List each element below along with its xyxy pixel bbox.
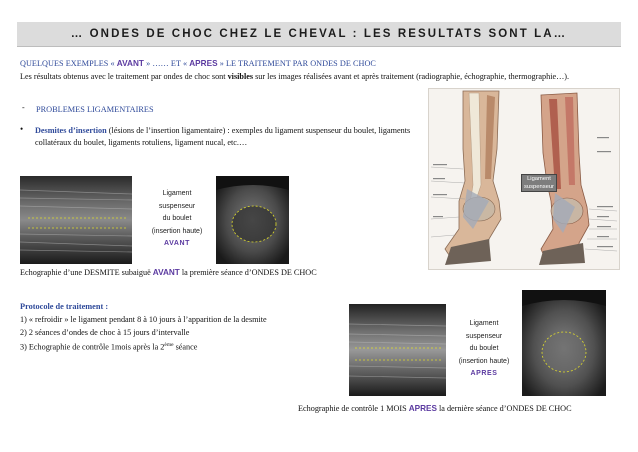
bullet-item: [35, 125, 425, 149]
intro-text-bold: visibles: [227, 72, 254, 81]
bullet-dot: •: [20, 124, 24, 134]
before-caption: [20, 268, 317, 277]
ultrasound-after-long-render: [349, 304, 446, 396]
ultrasound-before-longitudinal: [20, 176, 132, 264]
intro-paragraph: [20, 71, 618, 83]
before-label-line-4: (insertion haute): [151, 227, 203, 235]
protocol-step-1: 1) « refroidir » le ligament pendant 8 à 10 jours à l’apparition de la desmite: [20, 315, 267, 324]
after-caption-pre: Echographie de contrôle 1 MOIS: [298, 404, 409, 413]
after-label-line-1: Ligament: [469, 320, 499, 327]
anatomy-illustration: [428, 88, 620, 270]
after-caption-tag: APRES: [408, 404, 437, 413]
before-label-line-2: suspenseur: [158, 202, 196, 210]
after-tag: APRES: [470, 370, 498, 377]
examples-heading-mid: » …… ET «: [143, 59, 190, 68]
ultrasound-after-longitudinal: [349, 304, 446, 396]
protocol-step-2: 2) 2 séances d’ondes de choc à 15 jours d’intervalle: [20, 327, 190, 337]
before-tag: AVANT: [163, 240, 191, 247]
title-banner: [17, 22, 621, 47]
ultrasound-before-trans-render: [216, 176, 289, 264]
before-label-line-1: Ligament: [162, 190, 192, 197]
protocol-step-3-post: séance: [173, 342, 198, 352]
protocol-step-3: [20, 339, 267, 354]
ultrasound-after-trans-render: [522, 290, 606, 396]
after-label-line-2: suspenseur: [465, 332, 503, 340]
examples-heading-pre: QUELQUES EXEMPLES «: [20, 59, 117, 68]
examples-apres-tag: APRES: [189, 59, 218, 68]
after-label-line-3: du boulet: [469, 345, 499, 352]
before-caption-post: la première séance d’ONDES DE CHOC: [179, 268, 317, 277]
after-caption: [298, 404, 572, 413]
protocol-title: Protocole de traitement :: [20, 302, 109, 311]
bullet-text: (lésions de l’insertion ligamentaire) : exemples du ligament suspenseur du boulet, ligaments collatéraux du boulet, ligaments rotuliens, ligament nucal, etc.…: [35, 126, 411, 147]
bullet-term: Desmites d’insertion: [35, 126, 107, 135]
intro-text-pre: Les résultats obtenus avec le traitement par ondes de choc sont: [20, 72, 228, 81]
before-label-block: [136, 188, 218, 251]
ultrasound-before-transverse: [216, 176, 289, 264]
after-caption-post: la dernière séance d’ONDES DE CHOC: [436, 404, 572, 413]
anatomy-legend-box: [521, 174, 557, 192]
examples-heading: [20, 59, 376, 68]
after-label-block: [444, 318, 524, 381]
examples-heading-post: » LE TRAITEMENT PAR ONDES DE CHOC: [217, 59, 376, 68]
protocol-steps: [20, 314, 267, 354]
anatomy-legend-line-1: Ligament: [527, 176, 551, 182]
after-label-line-4: (insertion haute): [458, 357, 510, 365]
protocol-step-3-pre: 3) Echographie de contrôle 1mois après la 2: [20, 342, 165, 352]
examples-avant-tag: AVANT: [116, 59, 144, 68]
anatomy-legend-line-2: suspenseur: [524, 184, 554, 190]
ultrasound-after-transverse: [522, 290, 606, 396]
before-caption-pre: Echographie d’une DESMITE subaiguë: [20, 268, 153, 277]
intro-text-post: sur les images réalisées avant et après traitement (radiographie, échographie, thermographie…).: [253, 72, 570, 81]
protocol-step-3-sup: ème: [164, 342, 174, 348]
before-label-line-3: du boulet: [162, 215, 192, 222]
before-caption-tag: AVANT: [152, 268, 180, 277]
ultrasound-before-long-render: [20, 176, 132, 264]
section-marker: -: [22, 103, 25, 112]
page-title: … ONDES DE CHOC CHEZ LE CHEVAL : LES RESULTATS SONT LA…: [70, 28, 568, 40]
section-title: PROBLEMES LIGAMENTAIRES: [36, 105, 154, 114]
